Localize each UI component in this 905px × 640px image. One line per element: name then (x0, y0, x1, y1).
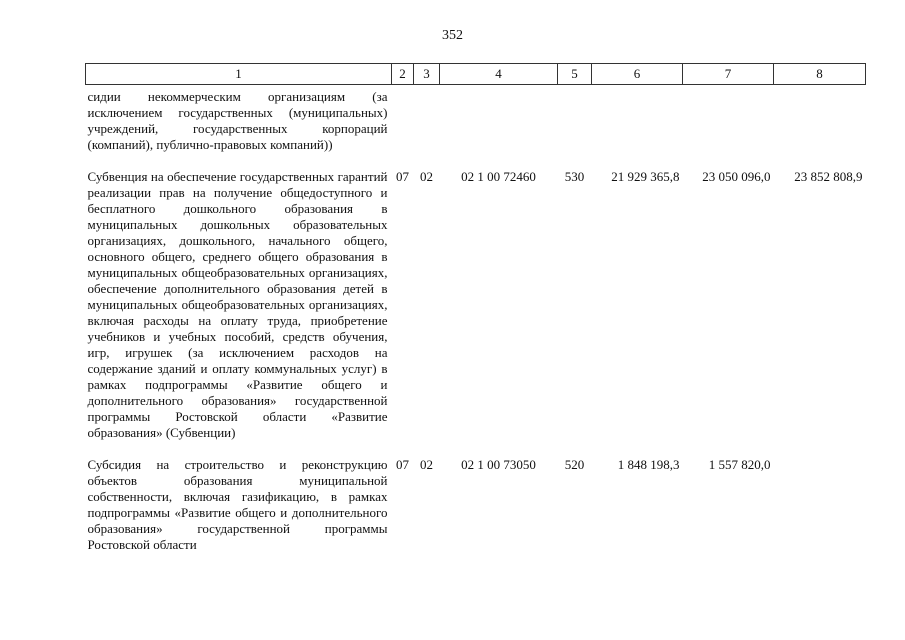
column-header: 4 (440, 64, 558, 85)
column-header: 3 (414, 64, 440, 85)
subsection-code: 02 (420, 457, 433, 472)
amount-col7: 1 557 820,0 (708, 457, 771, 472)
row-spacer (86, 153, 866, 169)
subsection-code (414, 85, 440, 154)
table-header-row (86, 64, 866, 85)
amount-col6: 1 848 198,3 (617, 457, 680, 472)
budget-table (85, 63, 866, 553)
amount-col6: 21 929 365,8 (611, 169, 680, 184)
amount-col8 (774, 457, 866, 553)
column-header: 2 (392, 64, 414, 85)
section-code: 07 (396, 457, 409, 472)
target-article-code: 02 1 00 72460 (461, 169, 536, 184)
column-header: 8 (774, 64, 866, 85)
table-row (86, 169, 866, 441)
expense-type-code: 520 (564, 457, 585, 472)
amount-col7 (683, 85, 774, 154)
row-description: сидии некоммерческим организациям (за исключением государственных (муниципальных) учреждений, государственных корпораций (компаний), публично-правовых компаний)) (87, 89, 388, 152)
row-spacer (86, 441, 866, 457)
table-row (86, 85, 866, 154)
column-header: 5 (558, 64, 592, 85)
amount-col8 (774, 85, 866, 154)
amount-col8: 23 852 808,9 (794, 169, 863, 184)
page-number: 352 (442, 28, 463, 43)
column-header: 1 (86, 64, 392, 85)
column-header: 7 (683, 64, 774, 85)
target-article-code: 02 1 00 73050 (461, 457, 536, 472)
subsection-code: 02 (420, 169, 433, 184)
target-article-code (440, 85, 558, 154)
section-code (392, 85, 414, 154)
column-header: 6 (592, 64, 683, 85)
expense-type-code: 530 (564, 169, 585, 184)
row-description: Субсидия на строительство и реконструкцию объектов образования муниципальной собственности, включая газификацию, в рамках подпрограммы «Развитие общего и дополнительного образования» государственной программы Ростовской области (87, 457, 388, 552)
amount-col6 (592, 85, 683, 154)
row-description: Субвенция на обеспечение государственных гарантий реализации прав на получение общедоступного и бесплатного дошкольного образования в муниципальных дошкольных образовательных организациях, дошкольного, начального общего, основного общего, среднего общего образования в муниципальных общеобразовательных организациях, обеспечение дополнительного образования детей в муниципальных общеобразовательных организациях, включая расходы на оплату труда, приобретение учебников и учебных пособий, средств обучения, игр, игрушек (за исключением расходов на содержание зданий и оплату коммунальных услуг) в рамках подпрограммы «Развитие общего и дополнительного образования» государственной программы Ростовской области «Развитие образования» (Субвенции) (87, 169, 388, 440)
amount-col7: 23 050 096,0 (702, 169, 771, 184)
section-code: 07 (396, 169, 409, 184)
expense-type-code (558, 85, 592, 154)
table-row (86, 457, 866, 553)
